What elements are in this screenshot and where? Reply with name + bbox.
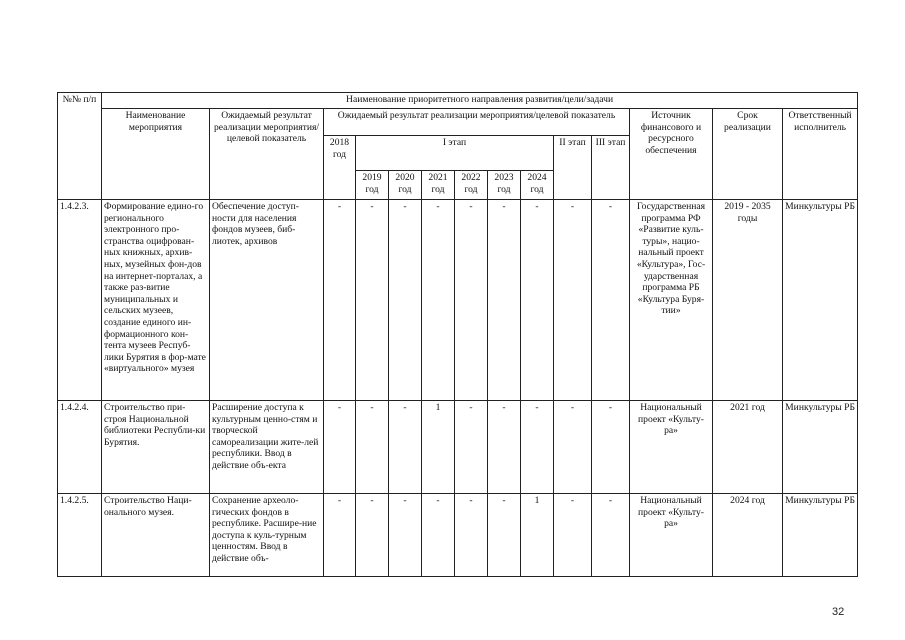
row-expected-result: Сохранение археоло-гических фондов в республике. Расшире-ние доступа к куль-турным ценностям. Ввод в действие объ- — [210, 494, 324, 577]
row-value: - — [324, 401, 356, 494]
row-value: - — [356, 401, 389, 494]
row-term: 2024 год — [713, 494, 783, 577]
row-responsible: Минкультуры РБ — [783, 494, 858, 577]
row-term: 2021 год — [713, 401, 783, 494]
row-source: Национальный проект «Культу-ра» — [630, 401, 713, 494]
row-value: - — [389, 494, 422, 577]
row-expected-result: Обеспечение доступ-ности для населения фондов музеев, биб-лиотек, архивов — [210, 200, 324, 401]
header-year-2018: 2018 год — [324, 136, 356, 200]
row-value: - — [592, 494, 630, 577]
row-value: - — [488, 200, 521, 401]
row-num: 1.4.2.5. — [58, 494, 102, 577]
header-term: Срок реализации — [713, 109, 783, 200]
row-value: - — [521, 401, 554, 494]
row-value: - — [324, 494, 356, 577]
row-value: - — [488, 401, 521, 494]
header-year: 2019 год — [356, 171, 389, 200]
header-expected-result-group: Ожидаемый результат реализации мероприятия/целевой показатель — [324, 109, 630, 136]
header-year: 2024 год — [521, 171, 554, 200]
row-value: - — [389, 200, 422, 401]
header-event-name: Наименование мероприятия — [102, 109, 210, 200]
header-stage-1: I этап — [356, 136, 554, 171]
row-value: 1 — [521, 494, 554, 577]
header-row-2 — [58, 109, 858, 136]
row-value: - — [554, 200, 592, 401]
row-value: - — [488, 494, 521, 577]
row-value: - — [422, 200, 455, 401]
row-responsible: Минкультуры РБ — [783, 401, 858, 494]
row-event-name: Строительство Наци-онального музея. — [102, 494, 210, 577]
row-num: 1.4.2.4. — [58, 401, 102, 494]
row-term: 2019 - 2035 годы — [713, 200, 783, 401]
row-value: - — [356, 494, 389, 577]
row-value: - — [592, 401, 630, 494]
row-value: - — [554, 494, 592, 577]
row-event-name: Строительство при-строя Национальной библиотеки Республи-ки Бурятия. — [102, 401, 210, 494]
table-row — [58, 494, 858, 577]
row-value: - — [455, 494, 488, 577]
row-value: - — [455, 200, 488, 401]
header-year: 2022 год — [455, 171, 488, 200]
header-year: 2020 год — [389, 171, 422, 200]
row-value: 1 — [422, 401, 455, 494]
header-expected-result: Ожидаемый результат реализации мероприятия/целевой показатель — [210, 109, 324, 200]
row-value: - — [389, 401, 422, 494]
table-row — [58, 200, 858, 401]
table-row — [58, 401, 858, 494]
header-stage-2: II этап — [554, 136, 592, 200]
development-plan-table — [57, 92, 858, 577]
row-value: - — [521, 200, 554, 401]
page-number: 32 — [832, 606, 845, 618]
header-source: Источник финансового и ресурсного обеспечения — [630, 109, 713, 200]
header-num: №№ п/п — [58, 93, 102, 200]
header-direction: Наименование приоритетного направления развития/цели/задачи — [102, 93, 858, 109]
header-stage-3: III этап — [592, 136, 630, 200]
header-year: 2023 год — [488, 171, 521, 200]
row-event-name: Формирование едино-го регионального электронного про-странства оцифрован-ных книжных, архив-ных, музейных фон-дов на интернет-порталах, а также раз-витие муниципальных и сельских музеев, создание единого ин-формационного кон-тента музеев Респуб-лики Бурятия в фор-мате «виртуального» музея — [102, 200, 210, 401]
row-num: 1.4.2.3. — [58, 200, 102, 401]
header-year: 2021 год — [422, 171, 455, 200]
row-value: - — [356, 200, 389, 401]
row-value: - — [554, 401, 592, 494]
row-value: - — [455, 401, 488, 494]
header-responsible: Ответственный исполнитель — [783, 109, 858, 200]
row-value: - — [592, 200, 630, 401]
row-source: Государственная программа РФ «Развитие куль-туры», нацио-нальный проект «Культура», Гос-ударственная программа РБ «Культура Буря-тии» — [630, 200, 713, 401]
row-value: - — [324, 200, 356, 401]
header-row-1 — [58, 93, 858, 109]
row-expected-result: Расширение доступа к культурным ценно-стям и творческой самореализации жите-лей республики. Ввод в действие объ-екта — [210, 401, 324, 494]
row-source: Национальный проект «Культу-ра» — [630, 494, 713, 577]
row-responsible: Минкультуры РБ — [783, 200, 858, 401]
row-value: - — [422, 494, 455, 577]
